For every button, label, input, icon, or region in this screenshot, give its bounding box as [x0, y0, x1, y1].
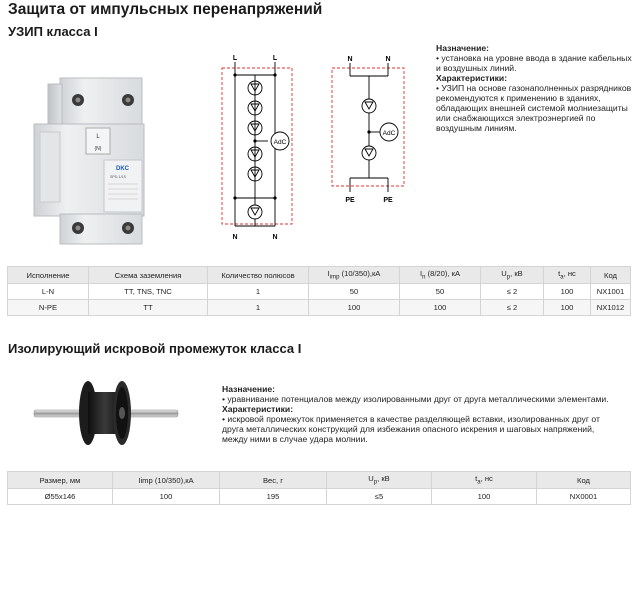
col-header: $I_n$ (8/20), кА — [400, 267, 481, 284]
gap-spec-table — [7, 471, 631, 505]
diagram-left-top-right: L — [272, 55, 278, 62]
table-row — [8, 300, 631, 316]
table-cell: 195 — [220, 489, 327, 505]
diagram-left-adc: AdC — [273, 139, 287, 146]
table-cell: TT — [89, 300, 208, 316]
spd-spec-table — [7, 266, 631, 316]
table-cell: 100 — [309, 300, 400, 316]
spd-device-image — [30, 68, 160, 246]
spd-purpose-text: • установка на уровне ввода в здание кабельных и воздушных линий. — [436, 53, 632, 73]
table-row — [8, 489, 631, 505]
plate-top-label: L — [96, 134, 100, 140]
table-cell: N-PE — [8, 300, 89, 316]
col-header: $I_{imp}$ (10/350),кА — [309, 267, 400, 284]
spd-purpose-label: Назначение: — [436, 43, 490, 53]
model-label: SPD-1/1S — [110, 175, 126, 179]
table-cell: 1 — [208, 284, 309, 300]
schematic-n-pe — [330, 52, 410, 208]
gap-spec-text: • искровой промежуток применяется в качестве разделяющей вставки, изолированных друг от друга металлических конструкций для избежания опасного искрения и шаговых напряжений, между ними в случае удара молнии. — [222, 414, 600, 444]
col-header: Iimp (10/350),кА — [113, 472, 220, 489]
col-header: $t_a$, нс — [544, 267, 591, 284]
diagram-right-adc: AdC — [382, 130, 396, 137]
table-cell: ≤5 — [327, 489, 432, 505]
table-header-row — [8, 267, 631, 284]
table-cell: NX1001 — [591, 284, 631, 300]
gap-purpose-text: • уравнивание потенциалов между изолированными друг от друга металлическими элементами. — [222, 394, 609, 404]
col-header: Вес, г — [220, 472, 327, 489]
table-cell: 100 — [113, 489, 220, 505]
plate-bottom-label: (N) — [94, 146, 102, 152]
col-header: Схема заземления — [89, 267, 208, 284]
col-header: Код — [537, 472, 631, 489]
table-cell: 50 — [400, 284, 481, 300]
table-cell: ≤ 2 — [481, 300, 544, 316]
gap-spec-label: Характеристики: — [222, 404, 294, 414]
page-title: Защита от импульсных перенапряжений — [8, 1, 323, 18]
table-cell: 100 — [432, 489, 537, 505]
col-header: $t_a$, нс — [432, 472, 537, 489]
brand-label: DKC — [116, 166, 129, 172]
section-title-spark-gap: Изолирующий искровой промежуток класса I — [8, 341, 302, 356]
table-cell: 100 — [400, 300, 481, 316]
schematic-l-n — [218, 50, 298, 242]
diagram-right-bottom-left: PE — [345, 197, 355, 204]
table-row — [8, 284, 631, 300]
spd-spec-text: • УЗИП на основе газонаполненных разрядников рекомендуются к применению в зданиях, обладающих внешней системой молниезащиты или снабжающихся электроэнергией по воздушным линиям. — [436, 83, 632, 133]
table-cell: 1 — [208, 300, 309, 316]
gap-description — [222, 384, 622, 444]
col-header: Код — [591, 267, 631, 284]
table-cell: Ø55x146 — [8, 489, 113, 505]
col-header: Исполнение — [8, 267, 89, 284]
table-cell: 50 — [309, 284, 400, 300]
table-cell: 100 — [544, 284, 591, 300]
table-cell: ≤ 2 — [481, 284, 544, 300]
col-header: $U_p$, кВ — [327, 472, 432, 489]
diagram-right-bottom-right: PE — [383, 197, 393, 204]
diagram-right-top-left: N — [347, 56, 353, 63]
table-header-row — [8, 472, 631, 489]
col-header: $U_p$, кВ — [481, 267, 544, 284]
diagram-left-top-left: L — [232, 55, 238, 62]
table-cell: NX0001 — [537, 489, 631, 505]
spd-spec-label: Характеристики: — [436, 73, 508, 83]
diagram-right-top-right: N — [385, 56, 391, 63]
table-cell: L-N — [8, 284, 89, 300]
col-header: Количество полюсов — [208, 267, 309, 284]
gap-purpose-label: Назначение: — [222, 384, 276, 394]
table-cell: 100 — [544, 300, 591, 316]
table-cell: TT, TNS, TNC — [89, 284, 208, 300]
diagram-left-bottom-right: N — [272, 234, 278, 241]
spd-description — [436, 43, 636, 133]
spark-gap-image — [30, 372, 180, 452]
table-cell: NX1012 — [591, 300, 631, 316]
col-header: Размер, мм — [8, 472, 113, 489]
diagram-left-bottom-left: N — [232, 234, 238, 241]
section-title-spd: УЗИП класса I — [8, 24, 98, 39]
